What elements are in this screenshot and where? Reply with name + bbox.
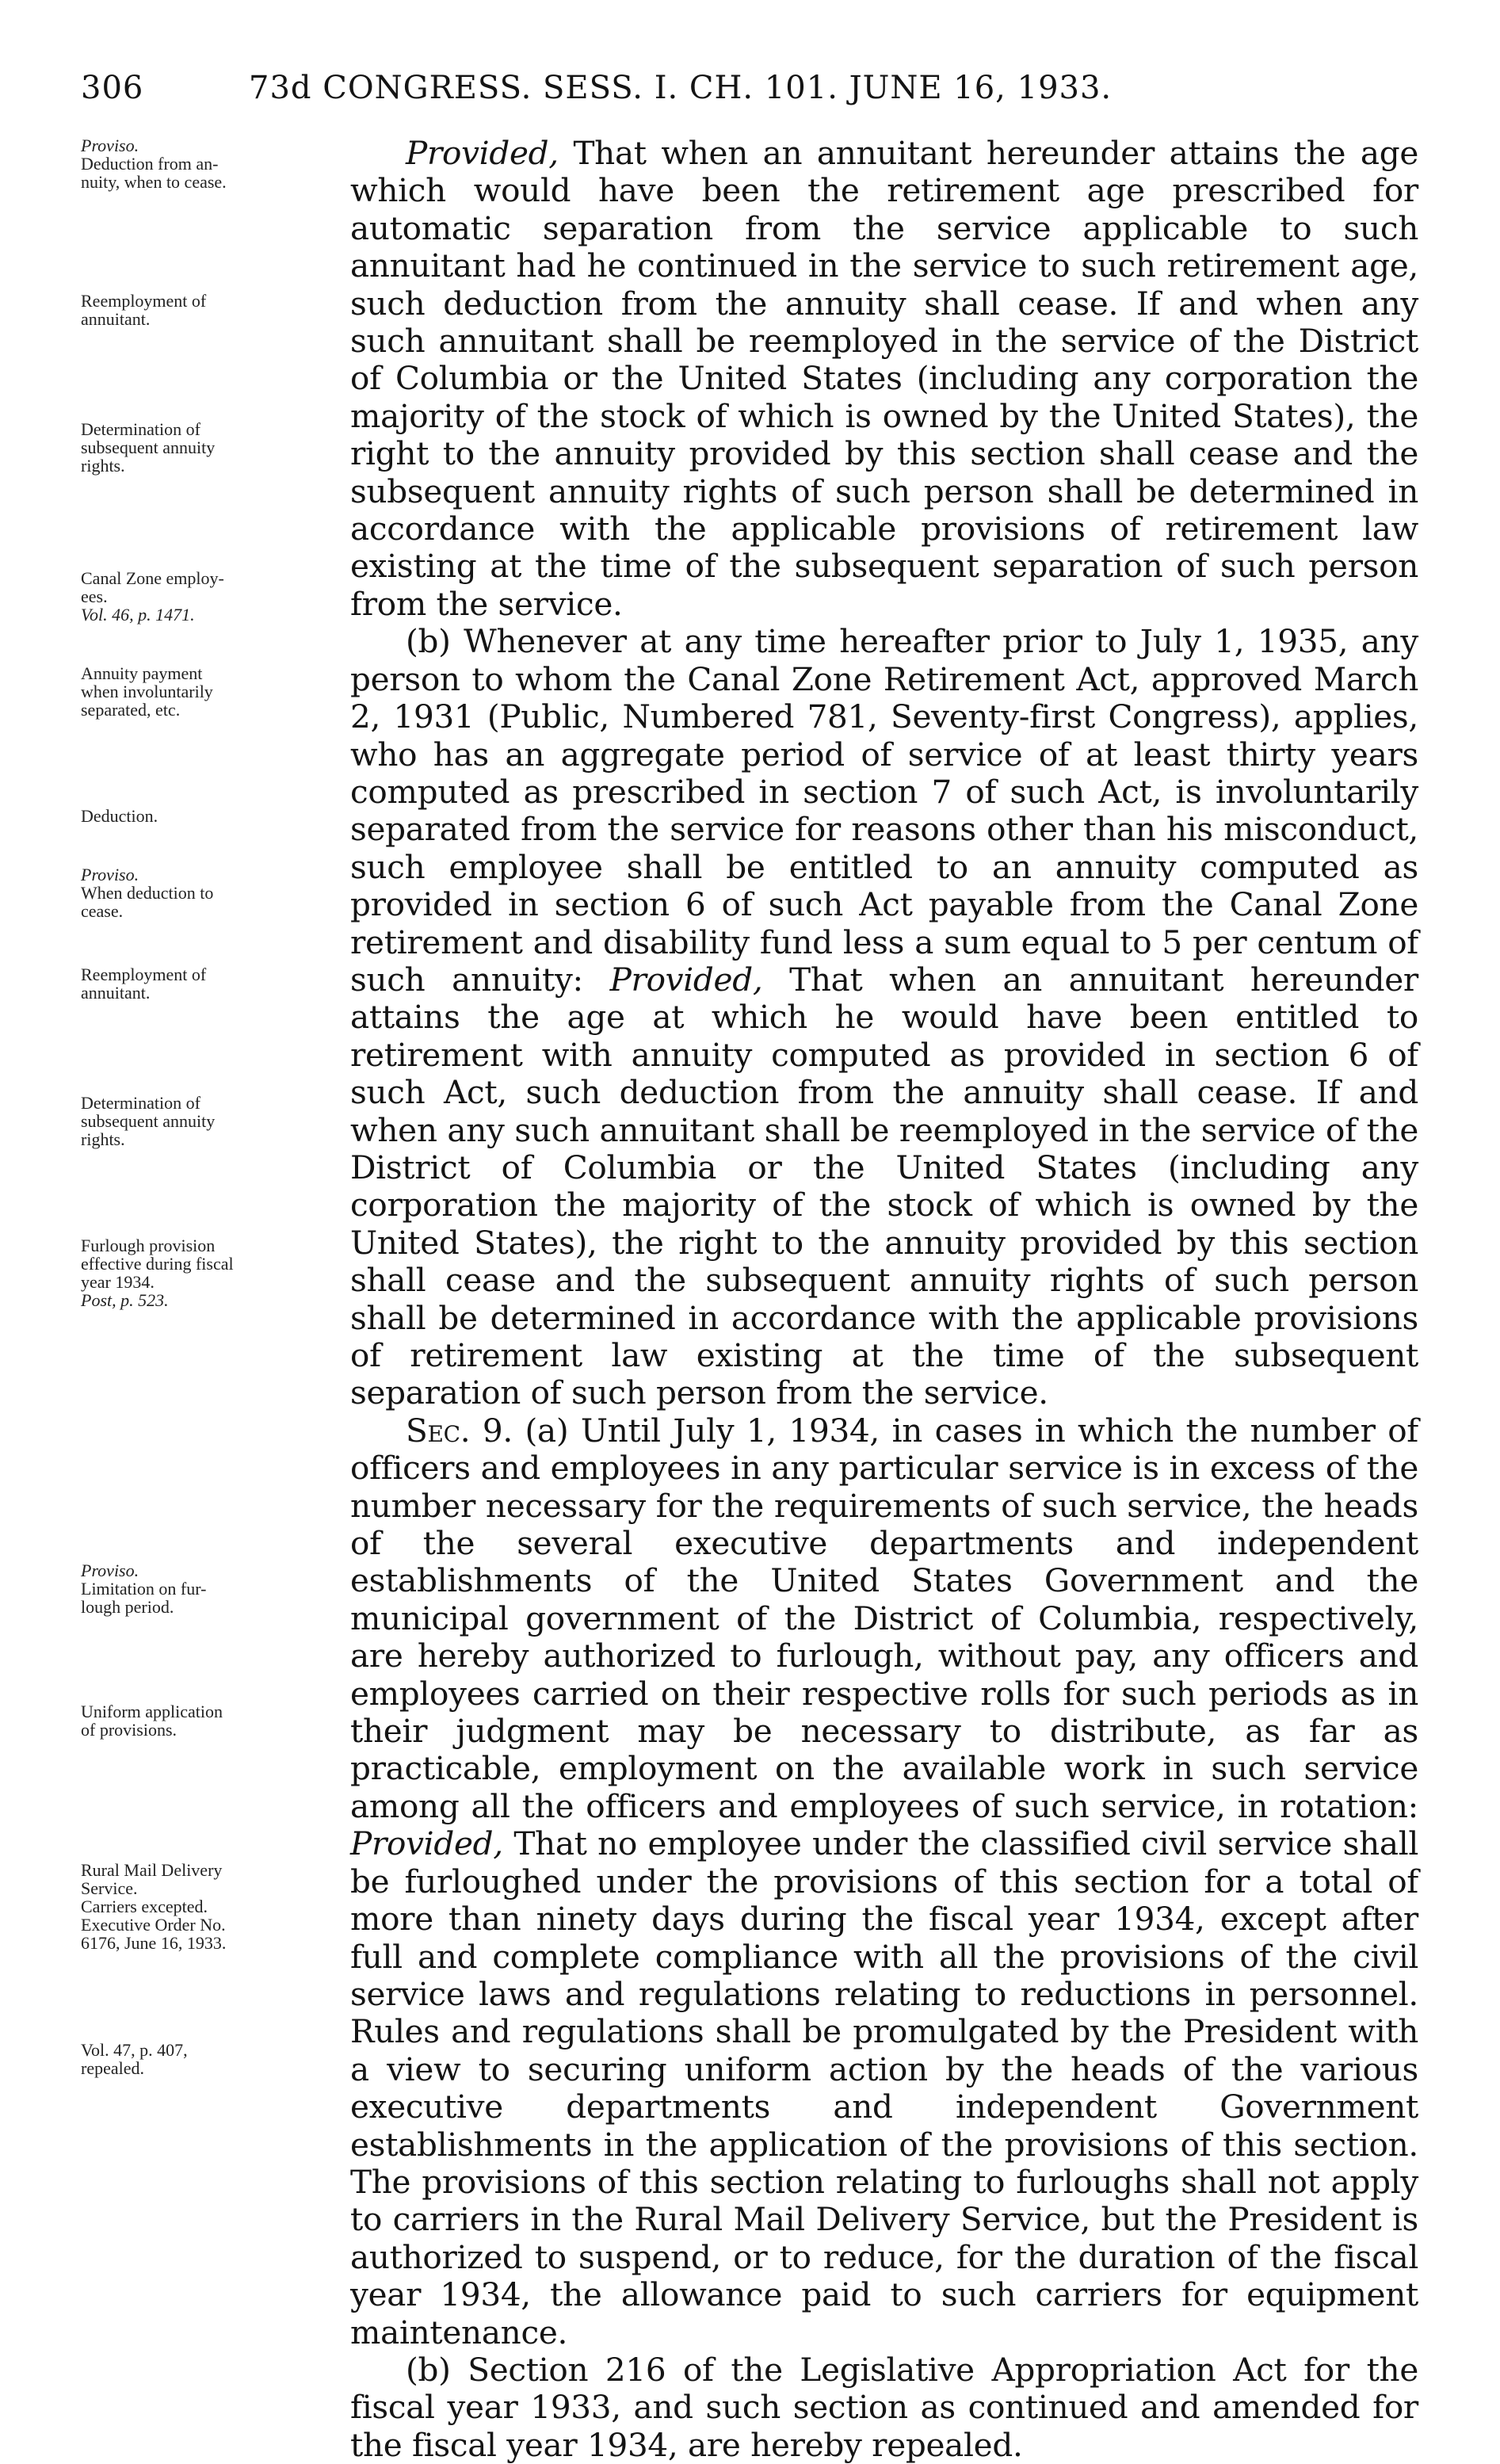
margin-note-line: Executive Order No. bbox=[81, 1915, 226, 1935]
margin-note-line: of provisions. bbox=[81, 1720, 177, 1740]
margin-note-line: rights. bbox=[81, 456, 125, 476]
margin-note-rural-mail bbox=[81, 1861, 358, 1952]
margin-note-line: annuitant. bbox=[81, 983, 151, 1003]
paragraph-text: That when an annuitant hereunder attains the age at which he would have been entitled to retirement with annuity computed as provided in section 6 of such Act, such deduction from the annuity shall cease. If and when any such annuitant shall be reemployed in the service of the District of Columbia or the United States (including any corporation the majority of the stock of which is owned by the United States), the right to the annuity provided by this section shall cease and the subsequent annuity rights of such person shall be determined in accordance with the applicable provisions of retirement law existing at the time of the subsequent separation of such person from the service. bbox=[350, 960, 1418, 1412]
margin-note-line: subsequent annuity bbox=[81, 1111, 216, 1131]
margin-note-line: Vol. 46, p. 1471. bbox=[81, 605, 195, 625]
margin-note-line: Proviso. bbox=[81, 1561, 139, 1580]
margin-note-line: annuitant. bbox=[81, 309, 151, 329]
margin-note-line: ees. bbox=[81, 586, 108, 606]
margin-note-line: nuity, when to cease. bbox=[81, 172, 227, 192]
margin-note-line: Determination of bbox=[81, 1093, 200, 1113]
margin-note-line: When deduction to bbox=[81, 883, 214, 903]
paragraph-text: That when an annuitant hereunder attains the age which would have been the retirement age prescribed for automatic separation from the service applicable to such annuitant had he continued in the service to such retirement age, such deduction from the annuity shall cease. If and when any such annuitant shall be reemployed in the service of the District of Columbia or the United States (including any corporation the majority of the stock of which is owned by the United States), the right to the annuity provided by this section shall cease and the subsequent annuity rights of such person shall be determined in accordance with the applicable provisions of retirement law existing at the time of the subsequent separation of such person from the service. bbox=[350, 134, 1418, 623]
margin-note-proviso-cease bbox=[81, 865, 358, 920]
margin-note-annuity-payment bbox=[81, 664, 358, 719]
margin-note-proviso-deduction bbox=[81, 136, 358, 191]
margin-note-line: Carriers excepted. bbox=[81, 1897, 208, 1916]
margin-note-line: Uniform application bbox=[81, 1702, 223, 1721]
margin-note-line: Limitation on fur- bbox=[81, 1579, 207, 1599]
margin-note-proviso-limitation bbox=[81, 1561, 358, 1616]
margin-note-line: Annuity payment bbox=[81, 663, 203, 683]
statute-body bbox=[350, 135, 1418, 2464]
proviso-lead: Provided, bbox=[609, 960, 763, 999]
paragraph-proviso-annuity bbox=[350, 135, 1418, 623]
margin-note-line: Determination of bbox=[81, 419, 200, 439]
paragraph-repeal bbox=[350, 2351, 1418, 2464]
margin-note-line: effective during fiscal bbox=[81, 1254, 234, 1274]
margin-note-repealed bbox=[81, 2041, 358, 2077]
paragraph-canal-zone bbox=[350, 623, 1418, 1412]
margin-note-line: Canal Zone employ- bbox=[81, 568, 224, 588]
paragraph-text: (b) Section 216 of the Legislative Appropriation Act for the fiscal year 1933, and such section as continued and amended for the fiscal year 1934, are hereby repealed. bbox=[350, 2350, 1418, 2464]
margin-note-line: Reemployment of bbox=[81, 291, 207, 311]
margin-note-line: lough period. bbox=[81, 1597, 174, 1617]
paragraph-text: (b) Whenever at any time hereafter prior to July 1, 1935, any person to whom the Canal Zone Retirement Act, approved March 2, 1931 (Public, Numbered 781, Seventy-first Congress), applies, who has an aggregate period of service of at least thirty years computed as prescribed in section 7 of such Act, is involuntarily separated from the service for reasons other than his misconduct, such employee shall be entitled to an annuity computed as provided in section 6 of such Act payable from the Canal Zone retirement and disability fund less a sum equal to 5 per centum of such annuity: bbox=[350, 622, 1418, 999]
margin-note-line: Rural Mail Delivery bbox=[81, 1860, 223, 1880]
margin-note-line: cease. bbox=[81, 901, 124, 921]
margin-note-line: rights. bbox=[81, 1129, 125, 1149]
margin-note-line: separated, etc. bbox=[81, 700, 181, 720]
margin-note-line: Proviso. bbox=[81, 136, 139, 155]
margin-note-line: subsequent annuity bbox=[81, 437, 216, 457]
margin-note-line: Deduction. bbox=[81, 806, 158, 826]
page-number: 306 bbox=[81, 70, 144, 106]
margin-note-reemployment-2 bbox=[81, 965, 358, 1002]
paragraph-text: 9. (a) Until July 1, 1934, in cases in which the number of officers and employees in any particular service is in excess of the number necessary for the requirements of such service, the heads of the several executive departments and independent establishments of the United States Government and the municipal government of the District of Columbia, respectively, are hereby authorized to furlough, without pay, any officers and employees carried on their respective rolls for such periods as in their judgment may be necessary to distribute, as far as practicable, employment on the available work in such service among all the officers and employees of such service, in rotation: bbox=[350, 1411, 1418, 1825]
proviso-lead: Provided, bbox=[350, 1824, 503, 1863]
paragraph-section-9 bbox=[350, 1412, 1418, 2351]
margin-note-canal-zone bbox=[81, 569, 358, 624]
margin-note-line: 6176, June 16, 1933. bbox=[81, 1933, 227, 1953]
margin-note-line: repealed. bbox=[81, 2058, 144, 2078]
margin-note-deduction bbox=[81, 807, 358, 825]
proviso-lead: Provided, bbox=[406, 134, 559, 172]
margin-note-line: Proviso. bbox=[81, 865, 139, 884]
margin-note-line: when involuntarily bbox=[81, 682, 213, 701]
margin-note-reemployment bbox=[81, 292, 358, 328]
margin-note-determination bbox=[81, 420, 358, 475]
margin-note-line: Vol. 47, p. 407, bbox=[81, 2040, 188, 2060]
margin-note-furlough bbox=[81, 1236, 358, 1309]
margin-note-line: year 1934. bbox=[81, 1272, 155, 1292]
section-label: Sec. bbox=[406, 1411, 471, 1450]
running-title: 73d CONGRESS. SESS. I. CH. 101. JUNE 16, 1933. bbox=[249, 70, 1113, 106]
margin-note-line: Reemployment of bbox=[81, 965, 207, 984]
margin-note-line: Post, p. 523. bbox=[81, 1290, 169, 1310]
margin-note-uniform-application bbox=[81, 1702, 358, 1739]
margin-note-line: Furlough provision bbox=[81, 1236, 216, 1255]
paragraph-text: That no employee under the classified civil service shall be furloughed under the provisions of this section for a total of more than ninety days during the fiscal year 1934, except after full and complete compliance with all the provisions of the civil service laws and regulations relating to reductions in personnel. Rules and regulations shall be promulgated by the President with a view to securing uniform action by the heads of the various executive departments and independent Government establishments in the application of the provisions of this section. The provisions of this section relating to furloughs shall not apply to carriers in the Rural Mail Delivery Service, but the President is authorized to suspend, or to reduce, for the duration of the fiscal year 1934, the allowance paid to such carriers for equipment maintenance. bbox=[350, 1824, 1418, 2351]
margin-note-determination-2 bbox=[81, 1094, 358, 1148]
margin-note-line: Service. bbox=[81, 1878, 138, 1898]
margin-note-line: Deduction from an- bbox=[81, 154, 219, 174]
